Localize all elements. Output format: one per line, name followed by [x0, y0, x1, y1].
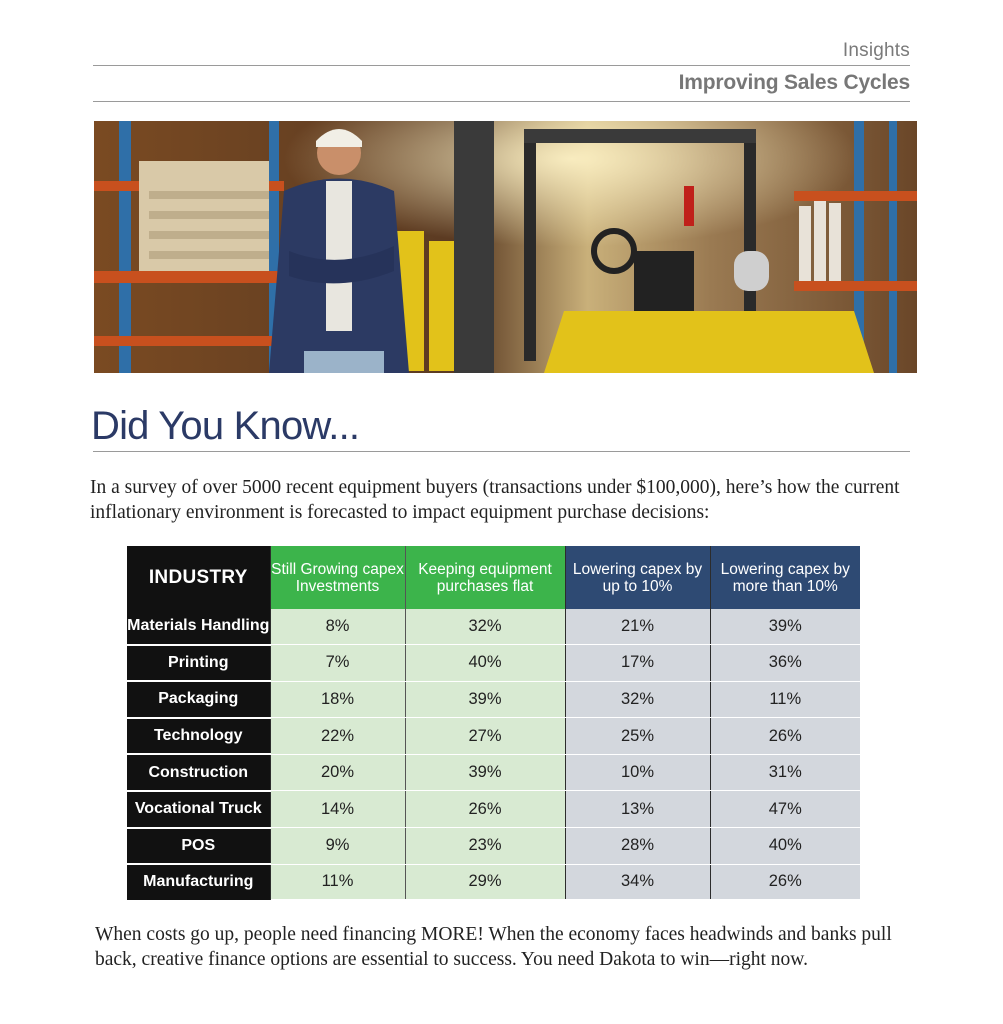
- lowering-more-cell: 11%: [710, 681, 860, 718]
- intro-paragraph: In a survey of over 5000 recent equipment buyers (transactions under $100,000), here’s how the current inflationary environment is forecasted to impact equipment purchase decisions:: [90, 477, 900, 523]
- table-row: [127, 791, 860, 828]
- growing-cell: 20%: [270, 754, 405, 791]
- growing-cell: 14%: [270, 791, 405, 828]
- column-header-lowering-10: Lowering capex by up to 10%: [565, 546, 710, 609]
- industry-survey-table: [127, 546, 860, 900]
- lowering-10-cell: 13%: [565, 791, 710, 828]
- page-heading: Did You Know...: [91, 404, 360, 448]
- growing-cell: 18%: [270, 681, 405, 718]
- growing-cell: 8%: [270, 609, 405, 645]
- lowering-more-cell: 26%: [710, 864, 860, 900]
- column-header-growing: Still Growing capex Investments: [270, 546, 405, 609]
- lowering-10-cell: 32%: [565, 681, 710, 718]
- growing-cell: 9%: [270, 828, 405, 865]
- lowering-more-cell: 36%: [710, 645, 860, 682]
- industry-cell: Technology: [127, 718, 270, 755]
- industry-cell: POS: [127, 828, 270, 865]
- section-label: Insights: [842, 40, 910, 61]
- table-row: [127, 609, 860, 645]
- lowering-more-cell: 47%: [710, 791, 860, 828]
- table-row: [127, 718, 860, 755]
- column-header-lowering-more: Lowering capex by more than 10%: [710, 546, 860, 609]
- flat-cell: 39%: [405, 681, 565, 718]
- lowering-more-cell: 39%: [710, 609, 860, 645]
- industry-cell: Packaging: [127, 681, 270, 718]
- lowering-10-cell: 10%: [565, 754, 710, 791]
- column-header-industry: INDUSTRY: [127, 546, 270, 609]
- industry-cell: Materials Handling: [127, 609, 270, 645]
- table-header-row: [127, 546, 860, 609]
- table-row: [127, 681, 860, 718]
- industry-cell: Manufacturing: [127, 864, 270, 900]
- header-divider-lower: [93, 101, 910, 102]
- industry-cell: Printing: [127, 645, 270, 682]
- lowering-more-cell: 31%: [710, 754, 860, 791]
- lowering-more-cell: 26%: [710, 718, 860, 755]
- lowering-10-cell: 34%: [565, 864, 710, 900]
- flat-cell: 27%: [405, 718, 565, 755]
- table-row: [127, 864, 860, 900]
- table-row: [127, 828, 860, 865]
- heading-divider: [93, 451, 910, 452]
- flat-cell: 29%: [405, 864, 565, 900]
- closing-paragraph: When costs go up, people need financing MORE! When the economy faces headwinds and banks pull back, creative finance options are essential to success. You need Dakota to win—right now.: [95, 924, 892, 970]
- page-subtitle: Improving Sales Cycles: [678, 71, 910, 94]
- flat-cell: 26%: [405, 791, 565, 828]
- lowering-10-cell: 17%: [565, 645, 710, 682]
- column-header-flat: Keeping equipment purchases flat: [405, 546, 565, 609]
- growing-cell: 7%: [270, 645, 405, 682]
- growing-cell: 22%: [270, 718, 405, 755]
- lowering-more-cell: 40%: [710, 828, 860, 865]
- industry-cell: Vocational Truck: [127, 791, 270, 828]
- lowering-10-cell: 28%: [565, 828, 710, 865]
- header-divider: [93, 65, 910, 66]
- lowering-10-cell: 25%: [565, 718, 710, 755]
- table-row: [127, 645, 860, 682]
- table-row: [127, 754, 860, 791]
- flat-cell: 23%: [405, 828, 565, 865]
- flat-cell: 39%: [405, 754, 565, 791]
- industry-cell: Construction: [127, 754, 270, 791]
- lowering-10-cell: 21%: [565, 609, 710, 645]
- growing-cell: 11%: [270, 864, 405, 900]
- flat-cell: 32%: [405, 609, 565, 645]
- flat-cell: 40%: [405, 645, 565, 682]
- warehouse-forklift-photo: [94, 121, 917, 373]
